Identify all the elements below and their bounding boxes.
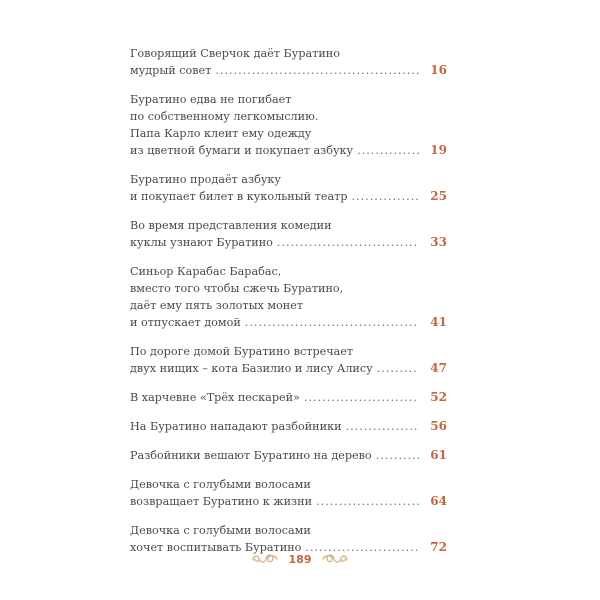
dot-leader (376, 447, 419, 464)
dot-leader (277, 234, 419, 251)
page-number: 47 (430, 361, 447, 375)
toc-entry[interactable] (130, 343, 447, 377)
dot-leader (346, 418, 419, 435)
dot-leader (357, 142, 419, 159)
toc-entry-title-line: Разбойники вешают Буратино на дерево (130, 449, 372, 462)
toc-entry-title-line: По дороге домой Буратино встречает (130, 345, 354, 358)
toc-entry[interactable] (130, 263, 447, 331)
toc-entry[interactable] (130, 91, 447, 159)
toc-entry-title-line: Девочка с голубыми волосами (130, 524, 311, 537)
toc-entry-title-line: возвращает Буратино к жизни (130, 495, 313, 508)
page-number: 19 (430, 143, 447, 157)
page-number: 56 (430, 419, 447, 433)
swirl-ornament-icon (319, 550, 349, 569)
toc-entry[interactable] (130, 418, 447, 435)
toc-entry-title-line: хочет воспитывать Буратино (130, 541, 302, 554)
toc-entry-title-line: куклы узнают Буратино (130, 236, 273, 249)
dot-leader (245, 314, 419, 331)
page-number: 16 (430, 63, 447, 77)
toc-entry-title-line: вместо того чтобы сжечь Буратино, (130, 282, 344, 295)
toc-entry-title-line: Буратино продаёт азбуку (130, 173, 281, 186)
page-number: 72 (430, 540, 447, 554)
toc-entry-title-line: Папа Карло клеит ему одежду (130, 127, 312, 140)
page-number-folio: 189 (288, 553, 312, 566)
dot-leader (352, 188, 420, 205)
toc-entry-title-line: и покупает билет в кукольный театр (130, 190, 348, 203)
toc-entry-title-line: Синьор Карабас Барабас, (130, 265, 282, 278)
toc-entry[interactable] (130, 217, 447, 251)
toc-entry[interactable] (130, 447, 447, 464)
toc-entry-title-line: по собственному легкомыслию. (130, 110, 319, 123)
dot-leader (316, 493, 419, 510)
toc-entry[interactable] (130, 171, 447, 205)
page-number: 52 (430, 390, 447, 404)
toc-entry-title-line: из цветной бумаги и покупает азбуку (130, 144, 354, 157)
page-number: 41 (430, 315, 447, 329)
dot-leader (377, 360, 419, 377)
swirl-ornament-icon (251, 550, 281, 569)
toc-entry[interactable] (130, 389, 447, 406)
toc-entry-title-line: даёт ему пять золотых монет (130, 299, 304, 312)
toc-entry-title-line: двух нищих – кота Базилио и лису Алису (130, 362, 373, 375)
dot-leader (304, 389, 419, 406)
page-number: 64 (430, 494, 447, 508)
dot-leader (215, 62, 419, 79)
toc-entry-title-line: Буратино едва не погибает (130, 93, 292, 106)
page-number: 61 (430, 448, 447, 462)
toc-entry-title-line: Девочка с голубыми волосами (130, 478, 311, 491)
toc-entry-title-line: В харчевне «Трёх пескарей» (130, 391, 300, 404)
toc-entry[interactable] (130, 476, 447, 510)
page-number: 25 (430, 189, 447, 203)
toc-entry-title-line: и отпускает домой (130, 316, 241, 329)
page-number: 33 (430, 235, 447, 249)
toc-entry-title-line: На Буратино нападают разбойники (130, 420, 342, 433)
toc-entry-title-line: Говорящий Сверчок даёт Буратино (130, 47, 340, 60)
toc-entry-title-line: мудрый совет (130, 64, 212, 77)
toc-entry-title-line: Во время представления комедии (130, 219, 332, 232)
toc-entry[interactable] (130, 45, 447, 79)
page-folio (0, 550, 600, 569)
table-of-contents (130, 45, 447, 568)
